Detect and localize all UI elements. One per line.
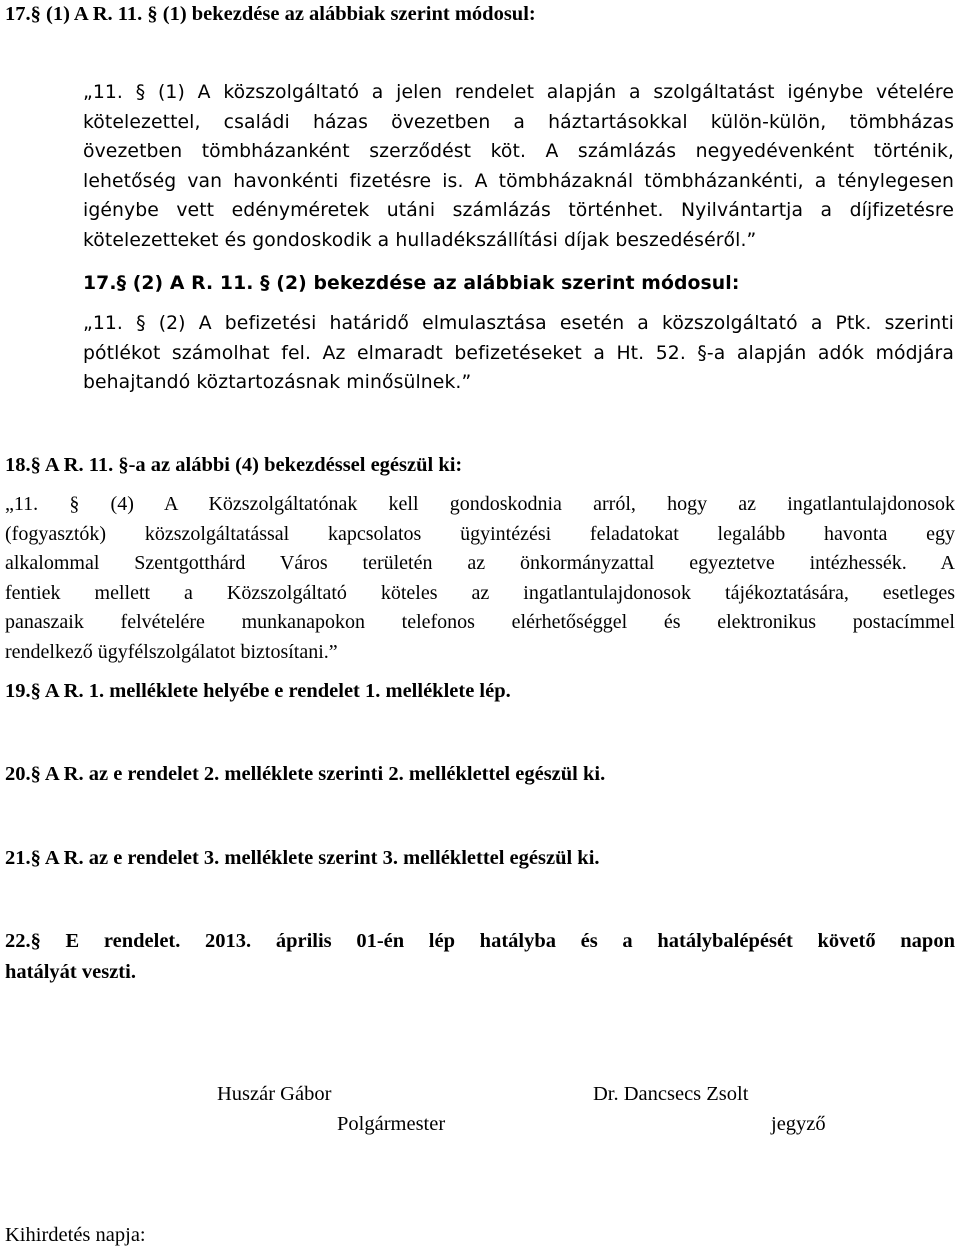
text-line: 22.§ E rendelet. 2013. április 01-én lép hatályba és a hatálybalépését követő napon — [5, 930, 955, 952]
section-19: 19.§ A R. 1. melléklete helyébe e rendelet 1. melléklete lép. — [5, 680, 511, 702]
text-line: behajtandó köztartozásnak minősülnek.” — [83, 372, 472, 393]
text-line: kötelezetteket és gondoskodik a hulladékszállítási díjak beszedéséről.” — [83, 229, 757, 251]
signature-left-name: Huszár Gábor — [217, 1083, 332, 1105]
section-22 — [5, 926, 955, 988]
section-17-2 — [83, 269, 954, 299]
section-20: 20.§ A R. az e rendelet 2. melléklete szerinti 2. melléklettel egészül ki. — [5, 763, 606, 785]
section-17-1-text — [83, 78, 954, 255]
text-line: hatályát veszti. — [5, 961, 136, 983]
text-line: övezetben tömbházanként szerződést köt. A számlázás negyedévenként történik, — [83, 141, 954, 162]
text-line: fentiek mellett a Közszolgáltató köteles az ingatlantulajdonosok tájékoztatására, esetleges — [5, 581, 955, 604]
section-17-1-heading: 17.§ (1) A R. 11. § (1) bekezdése az alábbiak szerint módosul: — [5, 3, 536, 25]
text-line: „11. § (4) A Közszolgáltatónak kell gondoskodnia arról, hogy az ingatlantulajdonosok — [5, 493, 955, 515]
text-line: panaszaik felvételére munkanapokon telefonos elérhetőséggel és elektronikus postacímmel — [5, 611, 955, 633]
text-line: kötelezettel, családi házas övezetben a háztartásokkal külön-külön, tömbházas — [83, 111, 954, 133]
text-line: lehetőség van havonkénti fizetésre is. A tömbházaknál tömbházankénti, a ténylegesen — [83, 170, 954, 192]
text-line: rendelkező ügyfélszolgálatot biztosítani.” — [5, 640, 338, 663]
signature-right-title: jegyző — [771, 1113, 826, 1135]
publication-date-label: Kihirdetés napja: — [5, 1224, 146, 1246]
section-18-heading: 18.§ A R. 11. §-a az alábbi (4) bekezdéssel egészül ki: — [5, 454, 463, 476]
section-18-text — [5, 490, 955, 667]
text-line: alkalommal Szentgotthárd Város területén az önkormányzattal egyeztetve intézhessék. A — [5, 552, 955, 574]
signature-left-title: Polgármester — [337, 1113, 446, 1135]
signature-right-name: Dr. Dancsecs Zsolt — [593, 1083, 749, 1105]
text-line: „11. § (2) A befizetési határidő elmulasztása esetén a közszolgáltató a Ptk. szerinti — [83, 313, 954, 334]
section-17-2-heading: 17.§ (2) A R. 11. § (2) bekezdése az alábbiak szerint módosul: — [83, 273, 740, 294]
text-line: igénybe vett edényméretek utáni számlázás történhet. Nyilvántartja a díjfizetésre — [83, 200, 954, 221]
section-21: 21.§ A R. az e rendelet 3. melléklete szerint 3. melléklettel egészül ki. — [5, 847, 600, 869]
text-line: (fogyasztók) közszolgáltatással kapcsolatos ügyintézési feladatokat legalább havonta egy — [5, 522, 955, 545]
text-line: pótlékot számolhat fel. Az elmaradt befizetéseket a Ht. 52. §-a alapján adók módjára — [83, 342, 954, 364]
section-17-2-text — [83, 309, 954, 398]
text-line: „11. § (1) A közszolgáltató a jelen rendelet alapján a szolgáltatást igénybe vételére — [83, 82, 954, 103]
